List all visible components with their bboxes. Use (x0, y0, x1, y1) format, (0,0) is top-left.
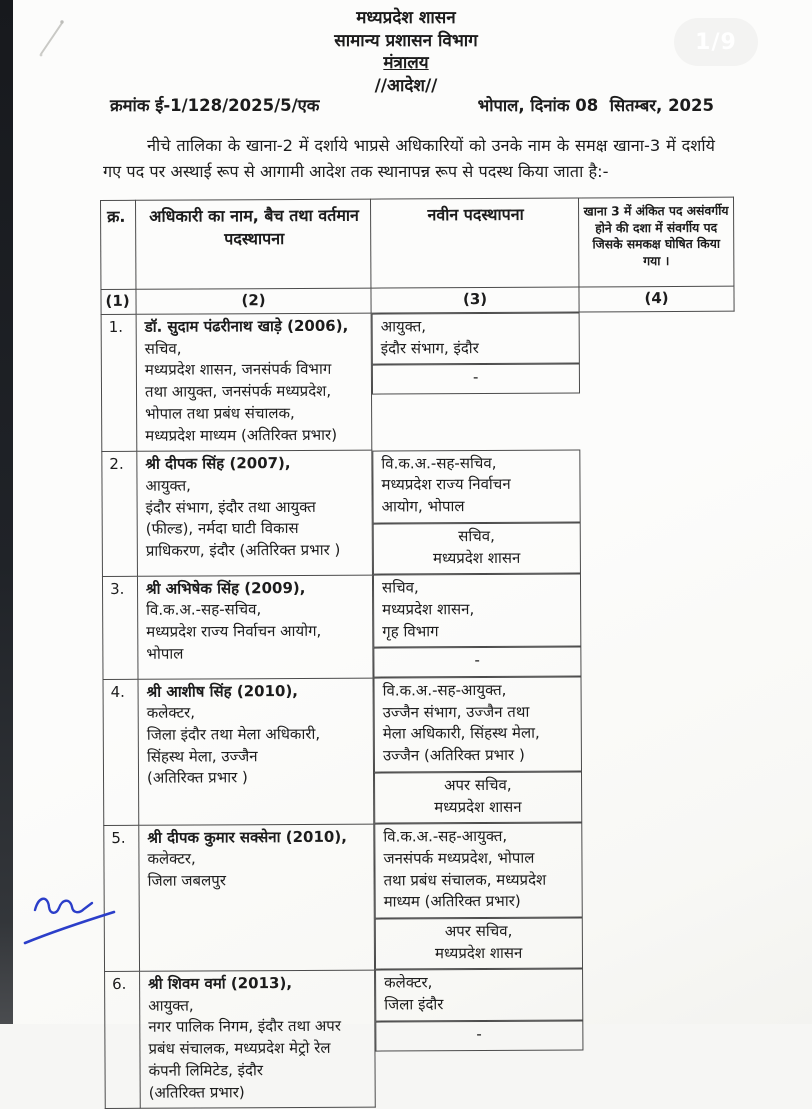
row-serial: 6. (105, 971, 141, 1108)
signature-scribble (20, 874, 132, 950)
new-posting: वि.क.अ.-सह-सचिव, मध्यप्रदेश राज्य निर्वाचन आयोग, भोपाल (372, 449, 580, 523)
table-header-row (101, 197, 734, 289)
col-number-4: (4) (579, 286, 734, 312)
equivalent-post: अपर सचिव, मध्यप्रदेश शासन (374, 771, 582, 823)
col-header-serial: क्र. (101, 200, 136, 289)
officer-name: श्री शिवम वर्मा (2013), (148, 973, 293, 993)
column-number-row (101, 286, 734, 314)
office-name: मंत्रालय (383, 53, 429, 73)
row-serial: 1. (101, 314, 137, 451)
new-posting: वि.क.अ.-सह-आयुक्त, जनसंपर्क मध्यप्रदेश, भोपाल तथा प्रबंध संचालक, मध्यप्रदेश माध्यम (अतिरिक्त प्रभार) (374, 823, 582, 919)
intro-paragraph: नीचे तालिका के खाना-2 में दर्शाये भाप्रसे अधिकारियों को उनके नाम के समक्ष खाना-3 में दर्शाये गए पद पर अस्थाई रूप से आगामी आदेश तक स्थानापन्न रूप से पदस्थ किया जाता है:- (103, 136, 715, 181)
current-posting: कलेक्टर, जिला इंदौर तथा मेला अधिकारी, सिंहस्थ मेला, उज्जैन (अतिरिक्त प्रभार ) (146, 703, 321, 788)
photo-edge-shadow (0, 0, 13, 1024)
officer-name: श्री दीपक सिंह (2007), (145, 454, 291, 473)
col-number-1: (1) (101, 289, 136, 314)
new-posting: सचिव, मध्यप्रदेश शासन, गृह विभाग (373, 574, 581, 648)
equivalent-post: - (372, 364, 580, 395)
officer-name: श्री दीपक कुमार सक्सेना (2010), (147, 827, 347, 847)
equivalent-post: सचिव, मध्यप्रदेश शासन (373, 522, 581, 574)
reference-line (110, 93, 714, 116)
current-posting: कलेक्टर, जिला जबलपुर (147, 849, 226, 890)
current-posting: वि.क.अ.-सह-सचिव, मध्यप्रदेश राज्य निर्वाचन आयोग, भोपाल (146, 600, 322, 663)
current-posting: आयुक्त, इंदौर संभाग, इंदौर तथा आयुक्त (फील्ड), नर्मदा घाटी विकास प्राधिकरण, इंदौर (अतिरिक्त प्रभार ) (145, 476, 341, 560)
officer-name: श्री अभिषेक सिंह (2009), (145, 578, 306, 598)
place-and-date: भोपाल, दिनांक 08 सितम्बर, 2025 (477, 96, 714, 115)
current-posting: आयुक्त, नगर पालिक निगम, इंदौर तथा अपर प्रबंध संचालक, मध्यप्रदेश मेट्रो रेल कंपनी लिमिटेड, इंदौर (अतिरिक्त प्रभार) (148, 996, 341, 1102)
row-serial: 2. (102, 452, 138, 577)
table-row (101, 311, 735, 452)
new-posting: वि.क.अ.-सह-आयुक्त, उज्जैन संभाग, उज्जैन तथा मेला अधिकारी, सिंहस्थ मेला, उज्जैन (अतिरिक्त प्रभार ) (374, 677, 582, 773)
table-row (104, 822, 738, 972)
officer-name: श्री आशीष सिंह (2010), (146, 681, 299, 701)
table-row (103, 676, 737, 826)
page-count-text: 1/9 (695, 29, 737, 55)
table-row (102, 448, 736, 576)
department-name: सामान्य प्रशासन विभाग (334, 30, 478, 51)
col-number-3: (3) (371, 287, 579, 313)
col-header-officer: अधिकारी का नाम, बैच तथा वर्तमान पदस्थापना (136, 199, 371, 289)
table-row (102, 573, 736, 679)
col-number-2: (2) (136, 288, 371, 314)
officer-name: डॉ. सुदाम पंढरीनाथ खाड़े (2006), (144, 316, 349, 336)
equivalent-post: - (373, 647, 581, 678)
row-serial: 4. (103, 679, 139, 825)
new-posting: आयुक्त, इंदौर संभाग, इंदौर (372, 312, 580, 364)
current-posting: सचिव, मध्यप्रदेश शासन, जनसंपर्क विभाग तथा आयुक्त, जनसंपर्क मध्यप्रदेश, भोपाल तथा प्रबंध संचालक, मध्यप्रदेश माध्यम (अतिरिक्त प्रभार) (144, 339, 338, 445)
row-serial: 5. (104, 825, 140, 971)
document-header (0, 7, 812, 97)
order-number: क्रमांक ई-1/128/2025/5/एक (110, 96, 320, 115)
govt-name: मध्यप्रदेश शासन (356, 8, 456, 28)
table-row (105, 968, 739, 1109)
order-label: //आदेश// (374, 75, 438, 96)
new-posting: कलेक्टर, जिला इंदौर (375, 969, 583, 1021)
transfer-orders-table (100, 197, 739, 1109)
col-header-equivalent: खाना 3 में अंकित पद असंवर्गीय होने की दशा में संवर्गीय पद जिसके समकक्ष घोषित किया गया । (578, 197, 733, 287)
row-serial: 3. (102, 576, 138, 679)
col-header-new-posting: नवीन पदस्थापना (370, 198, 578, 288)
equivalent-post: अपर सचिव, मध्यप्रदेश शासन (375, 918, 583, 970)
equivalent-post: - (375, 1020, 583, 1051)
